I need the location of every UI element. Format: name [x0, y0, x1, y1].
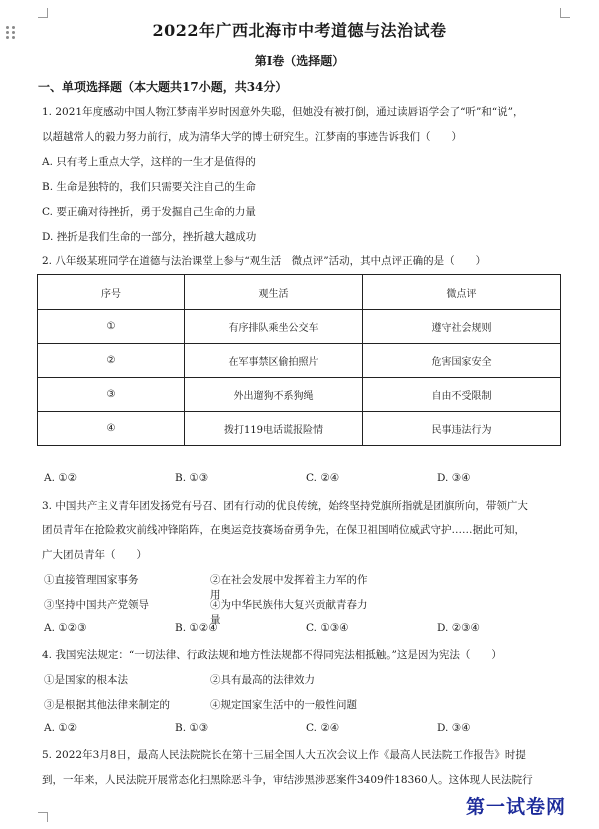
part-subtitle: 第I卷（选择题） [254, 54, 345, 68]
site-logo: 第一试卷网 [466, 796, 567, 818]
q4-choices [44, 722, 568, 734]
crop-mark-top-right [560, 8, 570, 18]
choice-c: C. ①③④ [306, 622, 349, 634]
table-cell: 在军事禁区偷拍照片 [185, 344, 363, 378]
table-cell: 拨打119电话谎报险情 [185, 412, 363, 446]
table-cell: ② [38, 344, 185, 378]
table-header-cell: 序号 [38, 275, 185, 310]
crop-mark-bottom-left [38, 812, 48, 822]
choice-c: C. ②④ [306, 722, 340, 734]
table-cell: 外出遛狗不系狗绳 [185, 378, 363, 412]
table-cell: 自由不受限制 [363, 378, 561, 412]
table-cell: 遵守社会规则 [363, 310, 561, 344]
choice-c: C. ②④ [306, 472, 340, 484]
q4-items-row-1 [44, 672, 376, 687]
table-row [38, 412, 561, 446]
choice-d: D. ③④ [437, 472, 471, 484]
choice-b: B. ①③ [175, 472, 209, 484]
q4-item-4: ④规定国家生活中的一般性问题 [210, 699, 357, 711]
table-header-row [38, 275, 561, 310]
choice-d: D. ②③④ [437, 622, 480, 634]
choice-b: B. ①③ [175, 722, 209, 734]
q1-option-b: B. 生命是独特的，我们只需要关注自己的生命 [42, 181, 256, 193]
q4-item-1: ①是国家的根本法 [44, 674, 128, 686]
q1-stem-line-1: 1. 2021年度感动中国人物江梦南半岁时因意外失聪，但她没有被打倒，通过读唇语学会了“听”和“说”， [42, 106, 524, 118]
q2-table [37, 274, 561, 446]
choice-d: D. ③④ [437, 722, 471, 734]
q3-item-3: ③坚持中国共产党领导 [44, 599, 149, 611]
q1-stem-line-2: 以超越常人的毅力努力前行，成为清华大学的博士研究生。江梦南的事迹告诉我们（ ） [42, 131, 462, 143]
q3-choices [44, 622, 568, 634]
q3-item-2: ②在社会发展中发挥着主力军的作用 [210, 574, 368, 601]
table-cell: ④ [38, 412, 185, 446]
table-cell: ③ [38, 378, 185, 412]
table-cell: 危害国家安全 [363, 344, 561, 378]
table-row [38, 378, 561, 412]
table-cell: 有序排队乘坐公交车 [185, 310, 363, 344]
table-row [38, 310, 561, 344]
choice-a: A. ①② [44, 722, 78, 734]
q3-item-1: ①直接管理国家事务 [44, 574, 139, 586]
q3-item-4: ④为中华民族伟大复兴贡献青春力量 [210, 599, 368, 626]
q3-stem-line-3: 广大团员青年（ ） [42, 549, 147, 561]
q2-choices [44, 472, 568, 484]
q4-item-3: ③是根据其他法律来制定的 [44, 699, 170, 711]
table-row [38, 344, 561, 378]
q1-option-a: A. 只有考上重点大学，这样的一生才是值得的 [42, 156, 256, 168]
choice-a: A. ①② [44, 472, 78, 484]
q5-stem-line-1: 5. 2022年3月8日，最高人民法院院长在第十三届全国人大五次会议上作《最高人民法院工作报告》时提 [42, 749, 526, 761]
q1-option-d: D. 挫折是我们生命的一部分，挫折越大越成功 [42, 231, 257, 243]
table-cell: 民事违法行为 [363, 412, 561, 446]
q1-option-c: C. 要正确对待挫折，勇于发掘自己生命的力量 [42, 206, 256, 218]
choice-a: A. ①②③ [44, 622, 87, 634]
q4-items-row-2 [44, 697, 376, 712]
choice-b: B. ①②④ [175, 622, 218, 634]
table-cell: ① [38, 310, 185, 344]
table-header-cell: 观生活 [185, 275, 363, 310]
table-header-cell: 微点评 [363, 275, 561, 310]
q3-stem-line-2: 团员青年在抢险救灾前线冲锋陷阵，在奥运竞技赛场奋勇争先，在保卫祖国哨位威武守护……据此可知， [42, 524, 525, 536]
q3-stem-line-1: 3. 中国共产主义青年团发扬党有号召、团有行动的优良传统，始终坚持党旗所指就是团旗所向，带领广大 [42, 500, 528, 512]
crop-mark-top-left [38, 8, 48, 18]
q4-stem: 4. 我国宪法规定：“一切法律、行政法规和地方性法规都不得同宪法相抵触。”这是因为宪法（ ） [42, 649, 502, 661]
q2-stem: 2. 八年级某班同学在道德与法治课堂上参与“观生活 微点评”活动，其中点评正确的是（ ） [42, 255, 487, 267]
page-title: 2022年广西北海市中考道德与法治试卷 [152, 21, 447, 40]
q5-stem-line-2: 到，一年来，人民法院开展常态化扫黑除恶斗争，审结涉黑涉恶案件3409件18360人。这体现人民法院行 [42, 774, 533, 786]
q4-item-2: ②具有最高的法律效力 [210, 674, 315, 686]
section-heading: 一、单项选择题（本大题共17小题，共34分） [38, 80, 288, 94]
